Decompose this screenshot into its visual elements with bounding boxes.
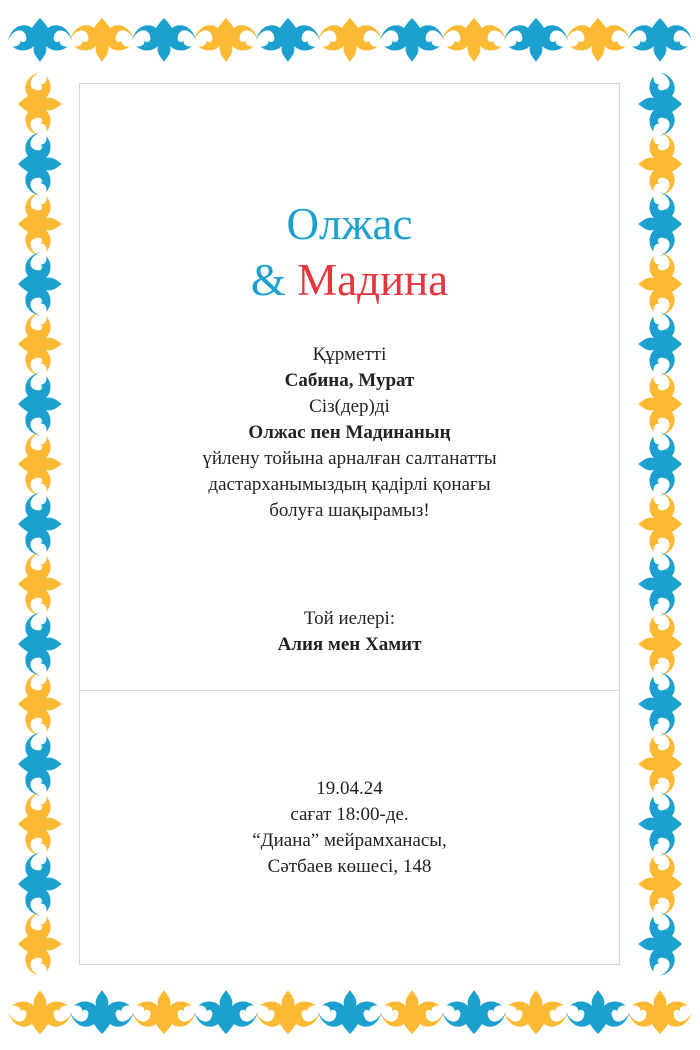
couple-genitive: Олжас пен Мадинаның bbox=[248, 422, 451, 443]
event-time: сағат 18:00-де. bbox=[290, 804, 409, 825]
kazakh-ornament-icon bbox=[18, 432, 62, 496]
kazakh-ornament-icon bbox=[318, 990, 382, 1034]
kazakh-ornament-icon bbox=[638, 312, 682, 376]
kazakh-ornament-icon bbox=[18, 132, 62, 196]
event-address: Сәтбаев көшесі, 148 bbox=[267, 856, 432, 877]
event-venue: “Диана” мейрамханасы, bbox=[252, 830, 447, 851]
kazakh-ornament-icon bbox=[8, 18, 72, 62]
hosts-block bbox=[80, 606, 619, 658]
invite-line: дастарханымыздың қадірлі қонағы bbox=[208, 474, 491, 495]
kazakh-ornament-icon bbox=[380, 990, 444, 1034]
kazakh-ornament-icon bbox=[194, 18, 258, 62]
hosts-label: Той иелері: bbox=[303, 608, 396, 629]
guest-names: Сабина, Мурат bbox=[284, 370, 415, 391]
kazakh-ornament-icon bbox=[18, 612, 62, 676]
kazakh-ornament-icon bbox=[638, 252, 682, 316]
kazakh-ornament-icon bbox=[638, 192, 682, 256]
kazakh-ornament-icon bbox=[18, 312, 62, 376]
kazakh-ornament-icon bbox=[70, 18, 134, 62]
kazakh-ornament-icon bbox=[18, 672, 62, 736]
hosts-names: Алия мен Хамит bbox=[277, 634, 422, 655]
kazakh-ornament-icon bbox=[18, 732, 62, 796]
kazakh-ornament-icon bbox=[8, 990, 72, 1034]
kazakh-ornament-icon bbox=[638, 912, 682, 976]
groom-name: Олжас bbox=[286, 199, 413, 249]
kazakh-ornament-icon bbox=[18, 912, 62, 976]
kazakh-ornament-icon bbox=[18, 552, 62, 616]
divider bbox=[80, 690, 619, 691]
kazakh-ornament-icon bbox=[18, 852, 62, 916]
kazakh-ornament-icon bbox=[566, 990, 630, 1034]
event-date: 19.04.24 bbox=[316, 778, 383, 799]
kazakh-ornament-icon bbox=[132, 990, 196, 1034]
kazakh-ornament-icon bbox=[132, 18, 196, 62]
kazakh-ornament-icon bbox=[638, 132, 682, 196]
invitation-text bbox=[80, 342, 619, 524]
kazakh-ornament-icon bbox=[18, 252, 62, 316]
kazakh-ornament-icon bbox=[194, 990, 258, 1034]
bride-line bbox=[80, 252, 619, 308]
kazakh-ornament-icon bbox=[18, 372, 62, 436]
couple-names bbox=[80, 196, 619, 308]
kazakh-ornament-icon bbox=[256, 990, 320, 1034]
kazakh-ornament-icon bbox=[18, 72, 62, 136]
kazakh-ornament-icon bbox=[638, 492, 682, 556]
event-details bbox=[80, 776, 619, 880]
kazakh-ornament-icon bbox=[638, 672, 682, 736]
kazakh-ornament-icon bbox=[628, 990, 692, 1034]
kazakh-ornament-icon bbox=[18, 792, 62, 856]
greeting: Құрметті bbox=[312, 344, 387, 365]
kazakh-ornament-icon bbox=[18, 492, 62, 556]
kazakh-ornament-icon bbox=[70, 990, 134, 1034]
kazakh-ornament-icon bbox=[256, 18, 320, 62]
kazakh-ornament-icon bbox=[318, 18, 382, 62]
kazakh-ornament-icon bbox=[504, 18, 568, 62]
kazakh-ornament-icon bbox=[18, 192, 62, 256]
ampersand: & bbox=[250, 255, 286, 305]
kazakh-ornament-icon bbox=[638, 72, 682, 136]
kazakh-ornament-icon bbox=[638, 552, 682, 616]
invite-line: болуға шақырамыз! bbox=[269, 500, 430, 521]
kazakh-ornament-icon bbox=[638, 372, 682, 436]
invite-line: үйлену тойына арналған салтанатты bbox=[202, 448, 497, 469]
kazakh-ornament-icon bbox=[628, 18, 692, 62]
invitation-card bbox=[79, 83, 620, 965]
bride-name: Мадина bbox=[297, 255, 449, 305]
kazakh-ornament-icon bbox=[442, 18, 506, 62]
kazakh-ornament-icon bbox=[380, 18, 444, 62]
kazakh-ornament-icon bbox=[504, 990, 568, 1034]
kazakh-ornament-icon bbox=[442, 990, 506, 1034]
kazakh-ornament-icon bbox=[638, 792, 682, 856]
invite-you: Сіз(дер)ді bbox=[309, 396, 390, 417]
kazakh-ornament-icon bbox=[638, 612, 682, 676]
kazakh-ornament-icon bbox=[638, 432, 682, 496]
kazakh-ornament-icon bbox=[638, 732, 682, 796]
kazakh-ornament-icon bbox=[638, 852, 682, 916]
kazakh-ornament-icon bbox=[566, 18, 630, 62]
